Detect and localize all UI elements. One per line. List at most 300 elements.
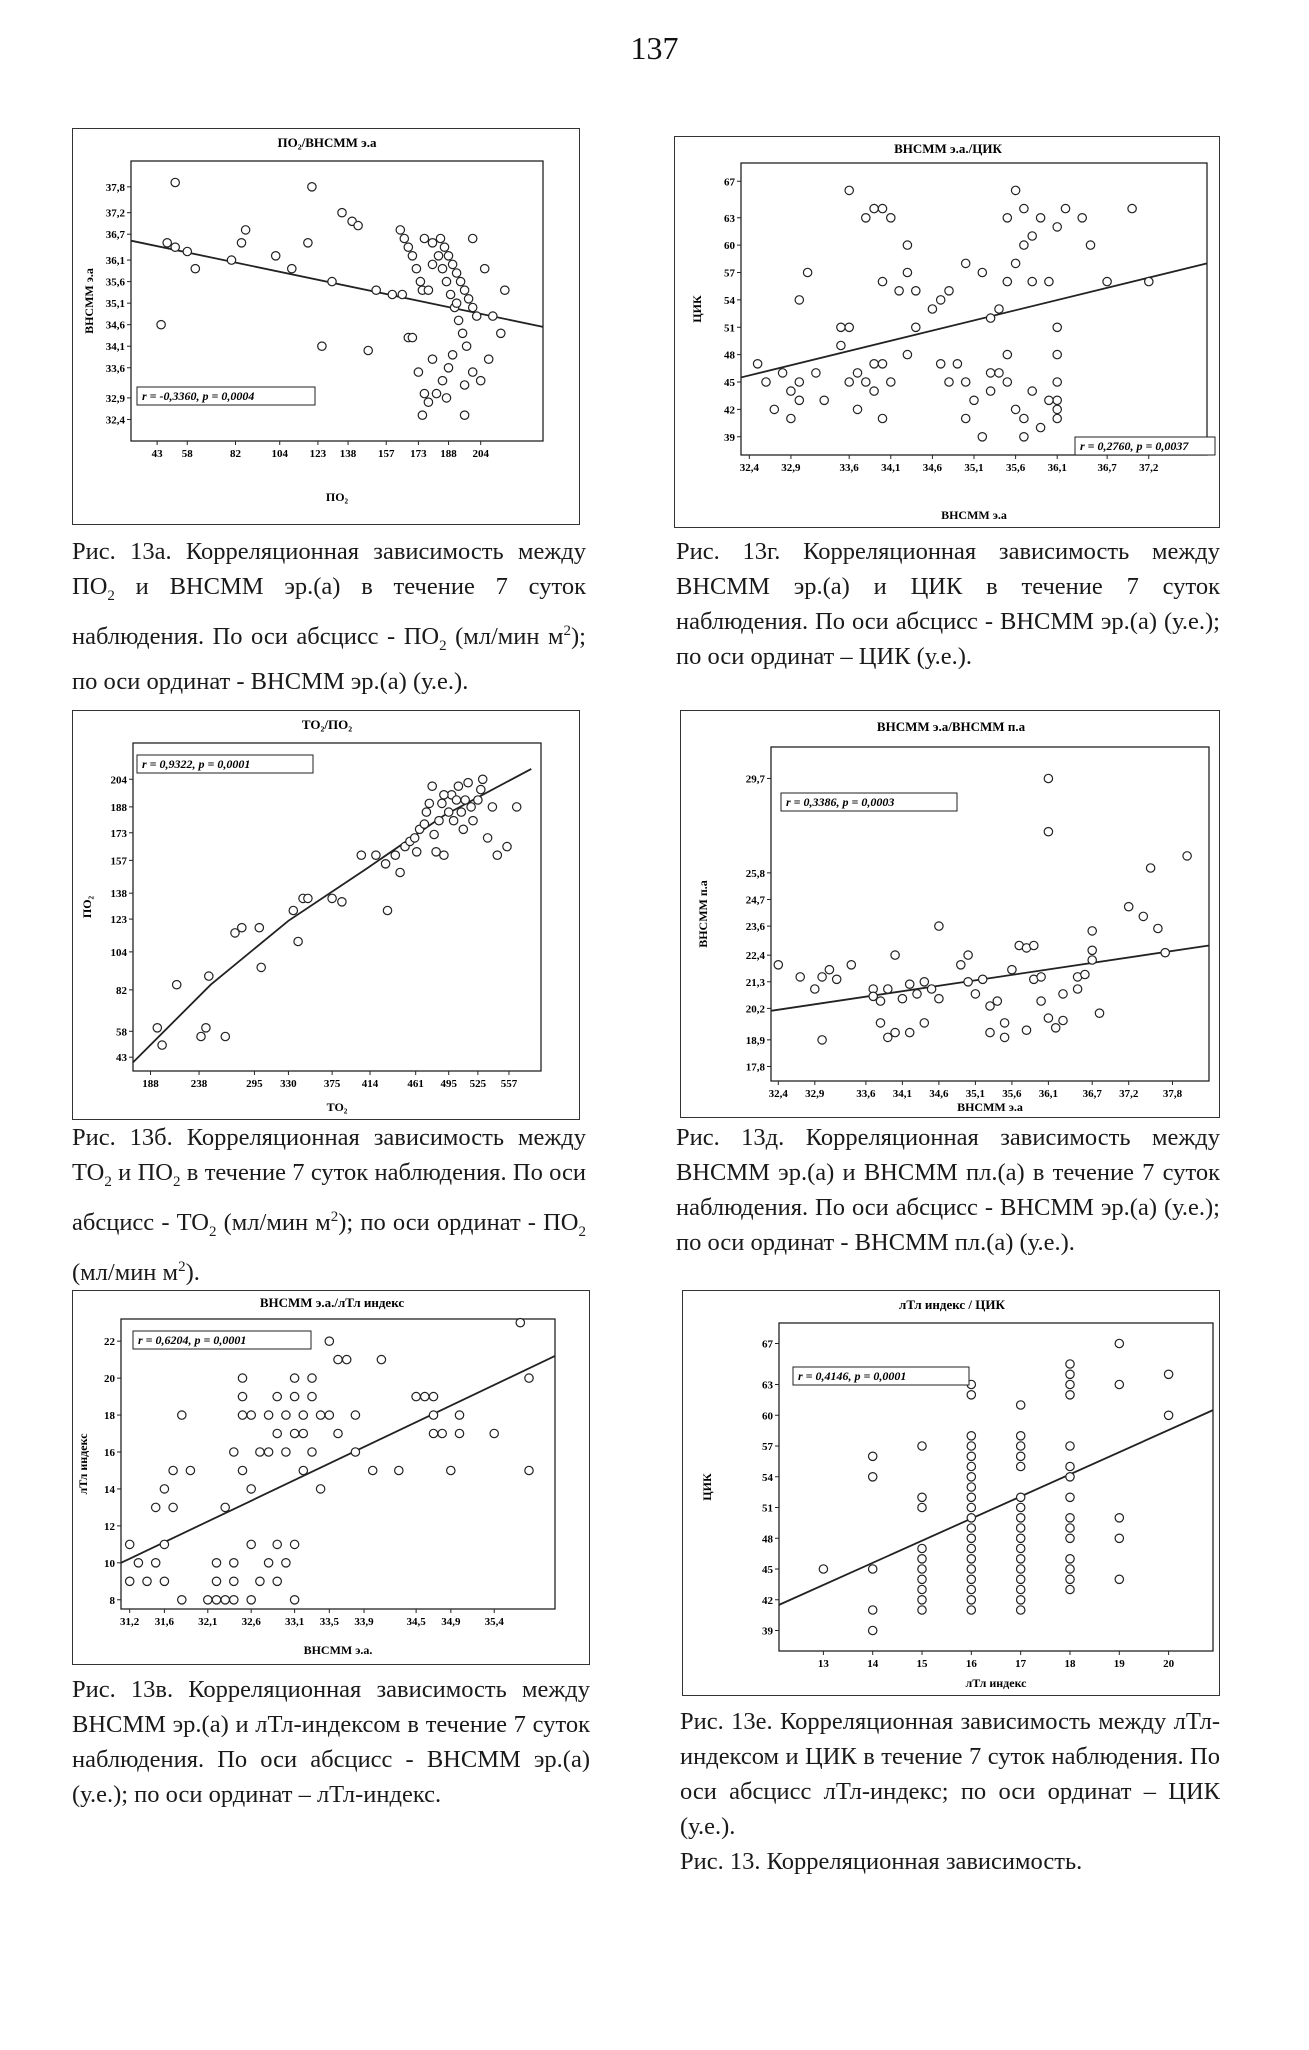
data-point (971, 990, 979, 998)
data-point (1017, 1544, 1025, 1552)
y-tick-label: 25,8 (745, 867, 765, 880)
chart-title: ВНСММ э.а/ВНСММ п.а (876, 719, 1026, 734)
x-tick-label: 525 (469, 1078, 487, 1090)
data-point (978, 433, 986, 441)
data-point (935, 995, 943, 1003)
data-point (884, 985, 892, 993)
data-point (452, 299, 460, 307)
data-point (762, 378, 770, 386)
chart-13a-svg (73, 129, 581, 526)
data-point (455, 1411, 463, 1419)
data-point (876, 997, 884, 1005)
data-point (845, 378, 853, 386)
data-point (304, 894, 312, 902)
data-point (869, 1473, 877, 1481)
y-tick-label: 34,6 (105, 319, 125, 332)
data-point (438, 799, 446, 807)
chart-13g-svg (675, 137, 1221, 529)
data-point (787, 414, 795, 422)
data-point (440, 243, 448, 251)
data-point (404, 243, 412, 251)
data-point (1045, 277, 1053, 285)
data-point (458, 329, 466, 337)
data-point (1088, 956, 1096, 964)
data-point (264, 1448, 272, 1456)
x-tick-label: 33,6 (856, 1088, 876, 1100)
data-point (395, 1466, 403, 1474)
data-point (230, 1448, 238, 1456)
data-point (516, 1319, 524, 1327)
data-point (1115, 1534, 1123, 1542)
data-point (424, 398, 432, 406)
x-tick-label: 17 (1015, 1658, 1027, 1670)
data-point (169, 1466, 177, 1474)
data-point (1053, 378, 1061, 386)
data-point (1066, 1360, 1074, 1368)
data-point (1045, 396, 1053, 404)
data-point (442, 394, 450, 402)
data-point (238, 924, 246, 932)
data-point (770, 405, 778, 413)
x-tick-label: 13 (817, 1658, 829, 1670)
data-point (967, 1544, 975, 1552)
data-point (338, 898, 346, 906)
data-point (869, 1452, 877, 1460)
y-axis-label: лТл индекс (76, 1433, 90, 1495)
data-point (525, 1466, 533, 1474)
y-tick-label: 54 (724, 294, 735, 307)
stat-label: r = 0,2760, p = 0,0037 (1080, 439, 1189, 453)
data-point (845, 323, 853, 331)
y-tick-label: 60 (724, 240, 735, 253)
data-point (1066, 1391, 1074, 1399)
data-point (853, 369, 861, 377)
data-point (238, 1466, 246, 1474)
data-point (479, 775, 487, 783)
data-point (1036, 214, 1044, 222)
data-point (425, 799, 433, 807)
stat-label: r = 0,9322, p = 0,0001 (142, 757, 251, 771)
data-point (432, 848, 440, 856)
x-tick-label: 32,4 (768, 1088, 788, 1100)
caption-13a-text: Рис. 13а. Корреляционная зависимость между $ПО_2$ и ВНСММ эр.(а) в течение 7 суток наблюдения. По оси абсцисс - $ПО_2$ (мл/мин $м^2$); по оси ординат - ВНСММ эр.(а) (у.е.). (72, 538, 586, 695)
data-point (979, 975, 987, 983)
data-point (1146, 864, 1154, 872)
y-tick-label: 32,4 (105, 414, 125, 427)
data-point (290, 1540, 298, 1548)
y-tick-label: 48 (724, 349, 735, 362)
data-point (328, 277, 336, 285)
stat-label: r = 0,3386, p = 0,0003 (786, 795, 895, 809)
data-point (503, 842, 511, 850)
y-tick-label: 36,7 (105, 229, 125, 242)
data-point (212, 1577, 220, 1585)
data-point (918, 1555, 926, 1563)
data-point (878, 360, 886, 368)
data-point (238, 1374, 246, 1382)
data-point (334, 1429, 342, 1437)
y-tick-label: 23,6 (745, 921, 765, 934)
data-point (429, 1392, 437, 1400)
y-tick-label: 36,1 (105, 255, 125, 268)
data-point (967, 1493, 975, 1501)
data-point (812, 369, 820, 377)
data-point (1011, 259, 1019, 267)
y-tick-label: 58 (116, 1026, 127, 1039)
data-point (143, 1577, 151, 1585)
data-point (967, 1503, 975, 1511)
y-tick-label: 57 (762, 1441, 773, 1453)
data-point (237, 239, 245, 247)
data-point (290, 1374, 298, 1382)
data-point (438, 377, 446, 385)
x-tick-label: 19 (1113, 1658, 1125, 1670)
data-point (493, 851, 501, 859)
chart-13b-svg (73, 711, 581, 1121)
data-point (247, 1485, 255, 1493)
chart-13d-svg (681, 711, 1221, 1119)
data-point (357, 851, 365, 859)
data-point (986, 369, 994, 377)
x-tick-label: 31,6 (154, 1616, 175, 1628)
data-point (428, 355, 436, 363)
x-tick-label: 34,5 (406, 1616, 426, 1628)
y-tick-label: 22 (104, 1336, 115, 1349)
data-point (160, 1540, 168, 1548)
data-point (435, 817, 443, 825)
data-point (870, 387, 878, 395)
data-point (1183, 852, 1191, 860)
data-point (457, 808, 465, 816)
x-tick-label: 33,5 (319, 1616, 339, 1628)
x-tick-label: 34,1 (892, 1088, 913, 1100)
data-point (318, 342, 326, 350)
data-point (420, 820, 428, 828)
x-axis-label: ВНСММ э.а. (303, 1643, 373, 1657)
data-point (173, 981, 181, 989)
data-point (967, 1483, 975, 1491)
data-points (126, 1319, 534, 1605)
x-tick-label: 414 (361, 1078, 379, 1090)
data-point (412, 265, 420, 273)
data-point (396, 868, 404, 876)
data-point (1017, 1555, 1025, 1563)
data-point (1017, 1585, 1025, 1593)
chart-title: ТО₂/ПО₂ (301, 717, 353, 732)
data-point (464, 779, 472, 787)
data-point (264, 1411, 272, 1419)
data-point (163, 239, 171, 247)
data-point (927, 985, 935, 993)
data-point (903, 268, 911, 276)
y-tick-label: 138 (110, 888, 127, 901)
data-point (1020, 414, 1028, 422)
x-tick-label: 35,6 (1002, 1088, 1022, 1100)
x-tick-label: 173 (410, 448, 427, 460)
stat-label: r = 0,6204, p = 0,0001 (138, 1333, 247, 1347)
data-point (1017, 1514, 1025, 1522)
data-point (525, 1374, 533, 1382)
data-point (160, 1577, 168, 1585)
x-tick-label: 35,1 (964, 462, 984, 474)
data-point (247, 1540, 255, 1548)
y-tick-label: 10 (104, 1557, 115, 1570)
data-point (247, 1596, 255, 1604)
data-point (1036, 423, 1044, 431)
caption-13b (72, 1120, 586, 1290)
data-point (1011, 405, 1019, 413)
data-point (845, 186, 853, 194)
x-axis-label: ВНСММ э.а (941, 508, 1007, 522)
data-point (325, 1411, 333, 1419)
data-point (469, 303, 477, 311)
data-point (847, 961, 855, 969)
y-tick-label: 43 (116, 1052, 127, 1065)
data-point (964, 951, 972, 959)
data-point (247, 1411, 255, 1419)
data-point (906, 980, 914, 988)
data-point (967, 1391, 975, 1399)
data-point (134, 1559, 142, 1567)
data-point (454, 316, 462, 324)
chart-13d (680, 710, 1220, 1118)
data-point (273, 1540, 281, 1548)
data-point (1053, 396, 1061, 404)
data-point (967, 1534, 975, 1542)
data-points (153, 775, 521, 1049)
y-tick-label: 8 (109, 1594, 115, 1607)
data-point (1028, 232, 1036, 240)
data-point (935, 922, 943, 930)
data-point (920, 1019, 928, 1027)
data-point (1053, 323, 1061, 331)
chart-13v (72, 1290, 590, 1665)
y-tick-label: 17,8 (745, 1061, 765, 1074)
x-tick-label: 36,1 (1047, 462, 1067, 474)
x-tick-label: 34,6 (922, 462, 943, 474)
data-point (1053, 223, 1061, 231)
data-point (391, 851, 399, 859)
x-tick-label: 37,2 (1119, 1088, 1139, 1100)
y-tick-label: 104 (110, 946, 127, 959)
data-point (1059, 1016, 1067, 1024)
data-point (1088, 927, 1096, 935)
data-point (862, 378, 870, 386)
data-point (160, 1485, 168, 1493)
data-point (304, 239, 312, 247)
data-point (967, 1432, 975, 1440)
x-tick-label: 15 (916, 1658, 928, 1670)
data-point (460, 381, 468, 389)
data-point (343, 1355, 351, 1363)
data-point (462, 342, 470, 350)
stat-label: r = 0,4146, p = 0,0001 (798, 1369, 907, 1383)
data-point (898, 995, 906, 1003)
data-point (918, 1565, 926, 1573)
chart-title: ВНСММ э.а./лТл индекс (259, 1295, 405, 1310)
data-point (238, 1411, 246, 1419)
data-point (299, 1429, 307, 1437)
data-point (918, 1596, 926, 1604)
x-tick-label: 138 (339, 448, 357, 460)
data-point (455, 1429, 463, 1437)
data-point (1073, 985, 1081, 993)
data-point (416, 277, 424, 285)
data-point (833, 975, 841, 983)
data-point (171, 243, 179, 251)
y-tick-label: 34,1 (105, 341, 125, 354)
data-point (957, 961, 965, 969)
data-point (481, 265, 489, 273)
chart-title: лТл индекс / ЦИК (899, 1297, 1005, 1312)
data-point (1044, 774, 1052, 782)
data-point (967, 1524, 975, 1532)
data-point (825, 966, 833, 974)
data-point (1020, 241, 1028, 249)
data-point (967, 1442, 975, 1450)
x-tick-label: 34,1 (881, 462, 901, 474)
y-tick-label: 63 (762, 1379, 773, 1392)
data-point (230, 1577, 238, 1585)
data-point (918, 1575, 926, 1583)
data-point (1037, 973, 1045, 981)
data-point (432, 389, 440, 397)
data-point (490, 1429, 498, 1437)
x-tick-label: 35,1 (965, 1088, 986, 1100)
y-tick-label: 82 (116, 984, 127, 997)
data-point (869, 1606, 877, 1614)
y-tick-label: 173 (110, 827, 127, 840)
data-point (429, 1411, 437, 1419)
data-point (1066, 1493, 1074, 1501)
data-point (445, 808, 453, 816)
data-point (795, 378, 803, 386)
data-point (1095, 1009, 1103, 1017)
data-point (918, 1442, 926, 1450)
data-point (308, 183, 316, 191)
x-tick-label: 43 (151, 448, 163, 460)
data-point (1017, 1596, 1025, 1604)
data-point (962, 414, 970, 422)
data-point (388, 290, 396, 298)
data-point (412, 1392, 420, 1400)
x-tick-label: 495 (440, 1078, 457, 1090)
data-point (1125, 903, 1133, 911)
x-tick-label: 557 (500, 1078, 518, 1090)
data-point (818, 973, 826, 981)
y-tick-label: 54 (762, 1471, 773, 1484)
data-point (288, 265, 296, 273)
y-tick-label: 51 (762, 1502, 773, 1515)
data-point (876, 1019, 884, 1027)
data-point (1017, 1452, 1025, 1460)
data-point (264, 1559, 272, 1567)
y-axis-label: ПО₂ (80, 895, 94, 919)
data-point (178, 1411, 186, 1419)
data-point (1017, 1606, 1025, 1614)
data-point (328, 894, 336, 902)
data-point (818, 1036, 826, 1044)
chart-13e-svg (683, 1291, 1221, 1697)
x-tick-label: 36,7 (1082, 1088, 1102, 1100)
data-point (273, 1392, 281, 1400)
data-point (428, 260, 436, 268)
data-point (230, 1559, 238, 1567)
data-point (488, 803, 496, 811)
data-point (964, 978, 972, 986)
data-point (1154, 924, 1162, 932)
data-point (221, 1596, 229, 1604)
data-point (440, 851, 448, 859)
data-point (221, 1503, 229, 1511)
data-point (1115, 1339, 1123, 1347)
y-tick-label: 32,9 (105, 392, 125, 405)
data-point (967, 1452, 975, 1460)
data-point (1115, 1514, 1123, 1522)
data-point (967, 1606, 975, 1614)
data-point (1066, 1442, 1074, 1450)
data-point (178, 1596, 186, 1604)
regression-line (131, 241, 543, 327)
data-point (986, 387, 994, 395)
y-tick-label: 45 (762, 1564, 773, 1576)
data-point (191, 265, 199, 273)
x-tick-label: 20 (1163, 1658, 1175, 1670)
data-point (158, 1041, 166, 1049)
data-point (461, 796, 469, 804)
data-point (408, 333, 416, 341)
x-tick-label: 82 (230, 448, 242, 460)
data-point (1053, 405, 1061, 413)
data-point (513, 803, 521, 811)
data-point (1020, 204, 1028, 212)
data-point (255, 924, 263, 932)
data-point (1066, 1565, 1074, 1573)
data-point (202, 1024, 210, 1032)
data-point (477, 377, 485, 385)
data-point (227, 256, 235, 264)
x-axis-label: ВНСММ э.а (957, 1100, 1023, 1114)
data-point (186, 1466, 194, 1474)
regression-curve (133, 769, 531, 1063)
y-tick-label: 35,1 (105, 298, 125, 311)
data-point (1115, 1575, 1123, 1583)
data-point (483, 834, 491, 842)
y-tick-label: 60 (762, 1410, 773, 1423)
data-point (967, 1462, 975, 1470)
data-point (381, 860, 389, 868)
regression-line (741, 263, 1207, 377)
y-tick-label: 39 (724, 431, 735, 444)
data-point (377, 1355, 385, 1363)
x-tick-label: 32,4 (739, 462, 759, 474)
data-point (372, 286, 380, 294)
data-point (1066, 1524, 1074, 1532)
caption-13e-text: Рис. 13е. Корреляционная зависимость между лТл-индексом и ЦИК в течение 7 суток наблюдения. По оси абсцисс лТл-индекс; по оси ординат – ЦИК (у.е.). (680, 1708, 1220, 1840)
data-point (469, 234, 477, 242)
regression-line (121, 1356, 555, 1563)
data-point (456, 277, 464, 285)
caption-13b-text: Рис. 13б. Корреляционная зависимость между $ТО_2$ и $ПО_2$ в течение 7 суток наблюдения. По оси абсцисс - $ТО_2$ (мл/мин $м^2$); по оси ординат - $ПО_2$ (мл/мин $м^2$). (72, 1124, 586, 1287)
data-point (920, 978, 928, 986)
caption-13g-text: Рис. 13г. Корреляционная зависимость между ВНСММ эр.(а) и ЦИК в течение 7 суток наблюдения. По оси абсцисс - ВНСММ эр.(а) (у.е.); по оси ординат – ЦИК (у.е.). (676, 538, 1220, 670)
data-point (887, 378, 895, 386)
x-tick-label: 32,1 (198, 1616, 218, 1628)
chart-13v-svg (73, 1291, 591, 1666)
x-tick-label: 157 (377, 448, 395, 460)
data-point (467, 803, 475, 811)
x-tick-label: 36,7 (1097, 462, 1117, 474)
